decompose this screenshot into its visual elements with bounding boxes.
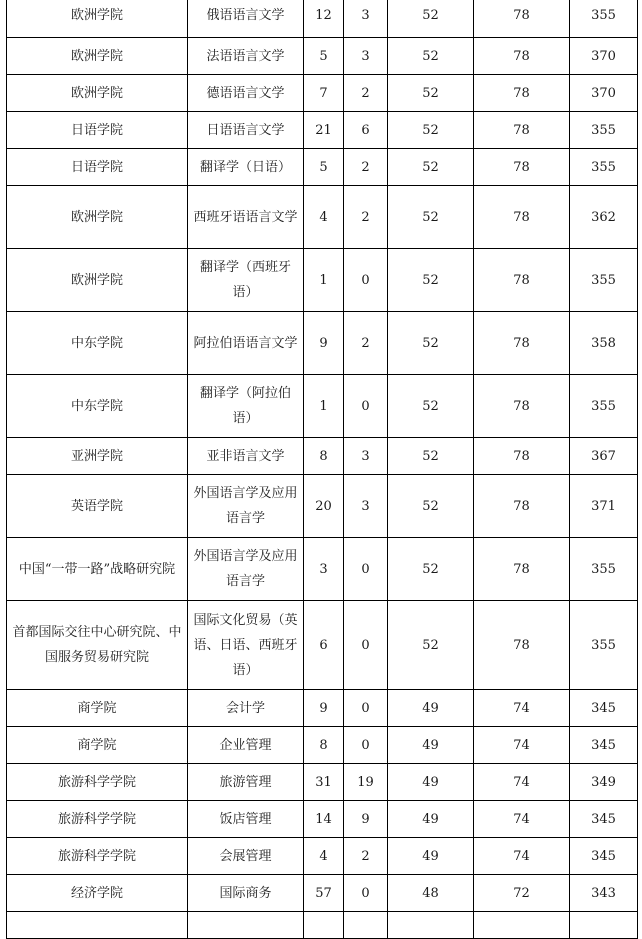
plan-count-cell: 21 — [304, 112, 344, 149]
total-score-cell: 371 — [570, 475, 638, 538]
table-row — [7, 149, 638, 186]
other-subject-score-cell: 74 — [474, 764, 570, 801]
total-score-cell: 367 — [570, 438, 638, 475]
major-cell: 德语语言文学 — [188, 75, 304, 112]
school-cell: 中东学院 — [7, 312, 188, 375]
table-row — [7, 838, 638, 875]
single-subject-score-cell: 48 — [388, 875, 474, 912]
exempt-count-cell: 3 — [344, 438, 388, 475]
major-cell: 旅游管理 — [188, 764, 304, 801]
single-subject-score-cell: 52 — [388, 438, 474, 475]
other-subject-score-cell: 74 — [474, 727, 570, 764]
single-subject-score-cell: 49 — [388, 764, 474, 801]
single-subject-score-cell: 49 — [388, 801, 474, 838]
single-subject-score-cell: 52 — [388, 75, 474, 112]
other-subject-score-cell: 78 — [474, 0, 570, 38]
school-cell: 旅游科学学院 — [7, 764, 188, 801]
table-row — [7, 249, 638, 312]
other-subject-score-cell: 78 — [474, 375, 570, 438]
other-subject-score-cell: 78 — [474, 75, 570, 112]
exempt-count-cell: 0 — [344, 690, 388, 727]
other-subject-score-cell: 78 — [474, 312, 570, 375]
table-row — [7, 438, 638, 475]
exempt-count-cell: 0 — [344, 375, 388, 438]
total-score-cell: 355 — [570, 375, 638, 438]
single-subject-score-cell: 52 — [388, 186, 474, 249]
table-row — [7, 186, 638, 249]
table-row — [7, 801, 638, 838]
school-cell: 日语学院 — [7, 112, 188, 149]
exempt-count-cell: 3 — [344, 38, 388, 75]
plan-count-cell: 1 — [304, 375, 344, 438]
total-score-cell: 355 — [570, 112, 638, 149]
major-cell: 企业管理 — [188, 727, 304, 764]
exempt-count-cell: 0 — [344, 538, 388, 601]
plan-count-cell: 57 — [304, 875, 344, 912]
total-score-cell: 349 — [570, 764, 638, 801]
single-subject-score-cell: 52 — [388, 375, 474, 438]
plan-count-cell: 1 — [304, 249, 344, 312]
school-cell: 欧洲学院 — [7, 38, 188, 75]
exempt-count-cell: 2 — [344, 75, 388, 112]
school-cell: 中国“一带一路”战略研究院 — [7, 538, 188, 601]
major-cell: 阿拉伯语语言文学 — [188, 312, 304, 375]
school-cell: 商学院 — [7, 690, 188, 727]
table-row — [7, 875, 638, 912]
exempt-count-cell: 2 — [344, 149, 388, 186]
other-subject-score-cell: 78 — [474, 601, 570, 690]
major-cell: 翻译学（阿拉伯语） — [188, 375, 304, 438]
school-cell: 欧洲学院 — [7, 0, 188, 38]
single-subject-score-cell: 49 — [388, 838, 474, 875]
major-cell: 翻译学（西班牙语） — [188, 249, 304, 312]
single-subject-score-cell: 52 — [388, 538, 474, 601]
major-cell: 外国语言学及应用语言学 — [188, 475, 304, 538]
single-subject-score-cell: 49 — [388, 690, 474, 727]
table-row — [7, 764, 638, 801]
total-score-cell: 345 — [570, 801, 638, 838]
plan-count-cell: 9 — [304, 690, 344, 727]
single-subject-score-cell: 52 — [388, 601, 474, 690]
total-score-cell: 345 — [570, 727, 638, 764]
table-row — [7, 690, 638, 727]
total-score-cell: 370 — [570, 38, 638, 75]
plan-count-cell: 31 — [304, 764, 344, 801]
total-score-cell: 355 — [570, 249, 638, 312]
major-cell: 国际文化贸易（英语、日语、西班牙语） — [188, 601, 304, 690]
other-subject-score-cell: 74 — [474, 801, 570, 838]
table-row — [7, 375, 638, 438]
total-score-cell: 355 — [570, 0, 638, 38]
other-subject-score-cell: 78 — [474, 186, 570, 249]
plan-count-cell: 3 — [304, 538, 344, 601]
major-cell: 法语语言文学 — [188, 38, 304, 75]
major-cell: 亚非语言文学 — [188, 438, 304, 475]
total-score-cell: 355 — [570, 149, 638, 186]
single-subject-score-cell: 52 — [388, 312, 474, 375]
school-cell: 商学院 — [7, 727, 188, 764]
major-cell: 翻译学（日语） — [188, 149, 304, 186]
school-cell: 首都国际交往中心研究院、中国服务贸易研究院 — [7, 601, 188, 690]
exempt-count-cell: 0 — [344, 727, 388, 764]
exempt-count-cell: 0 — [344, 875, 388, 912]
total-score-cell: 358 — [570, 312, 638, 375]
table-row — [7, 38, 638, 75]
school-cell: 欧洲学院 — [7, 249, 188, 312]
plan-count-cell: 12 — [304, 0, 344, 38]
school-cell: 旅游科学学院 — [7, 838, 188, 875]
school-cell: 中东学院 — [7, 375, 188, 438]
plan-count-cell: 5 — [304, 149, 344, 186]
total-score-cell: 355 — [570, 601, 638, 690]
school-cell: 经济学院 — [7, 875, 188, 912]
plan-count-cell: 6 — [304, 601, 344, 690]
table-row-partial — [7, 912, 638, 939]
total-score-cell: 345 — [570, 690, 638, 727]
plan-count-cell: 9 — [304, 312, 344, 375]
school-cell: 旅游科学学院 — [7, 801, 188, 838]
other-subject-score-cell: 78 — [474, 112, 570, 149]
exempt-count-cell: 0 — [344, 249, 388, 312]
total-score-cell: 362 — [570, 186, 638, 249]
plan-count-cell: 7 — [304, 75, 344, 112]
single-subject-score-cell: 52 — [388, 149, 474, 186]
school-cell: 亚洲学院 — [7, 438, 188, 475]
school-cell: 英语学院 — [7, 475, 188, 538]
other-subject-score-cell: 78 — [474, 538, 570, 601]
other-subject-score-cell: 78 — [474, 149, 570, 186]
major-cell: 外国语言学及应用语言学 — [188, 538, 304, 601]
exempt-count-cell: 19 — [344, 764, 388, 801]
single-subject-score-cell: 49 — [388, 727, 474, 764]
table-row — [7, 112, 638, 149]
single-subject-score-cell: 52 — [388, 0, 474, 38]
school-cell: 欧洲学院 — [7, 75, 188, 112]
major-cell: 饭店管理 — [188, 801, 304, 838]
exempt-count-cell: 0 — [344, 601, 388, 690]
total-score-cell: 355 — [570, 538, 638, 601]
plan-count-cell: 5 — [304, 38, 344, 75]
major-cell: 日语语言文学 — [188, 112, 304, 149]
plan-count-cell: 14 — [304, 801, 344, 838]
table-row — [7, 475, 638, 538]
plan-count-cell: 4 — [304, 186, 344, 249]
admission-score-table — [6, 0, 638, 939]
school-cell: 欧洲学院 — [7, 186, 188, 249]
exempt-count-cell: 3 — [344, 0, 388, 38]
plan-count-cell: 8 — [304, 727, 344, 764]
exempt-count-cell: 2 — [344, 312, 388, 375]
table-row — [7, 601, 638, 690]
other-subject-score-cell: 74 — [474, 838, 570, 875]
table-row — [7, 0, 638, 38]
other-subject-score-cell: 78 — [474, 438, 570, 475]
major-cell: 西班牙语语言文学 — [188, 186, 304, 249]
single-subject-score-cell: 52 — [388, 475, 474, 538]
exempt-count-cell: 2 — [344, 186, 388, 249]
major-cell: 会计学 — [188, 690, 304, 727]
exempt-count-cell: 6 — [344, 112, 388, 149]
school-cell: 日语学院 — [7, 149, 188, 186]
other-subject-score-cell: 78 — [474, 249, 570, 312]
single-subject-score-cell: 52 — [388, 249, 474, 312]
major-cell: 俄语语言文学 — [188, 0, 304, 38]
single-subject-score-cell: 52 — [388, 112, 474, 149]
table-row — [7, 538, 638, 601]
plan-count-cell: 4 — [304, 838, 344, 875]
table-row — [7, 312, 638, 375]
other-subject-score-cell: 78 — [474, 38, 570, 75]
exempt-count-cell: 9 — [344, 801, 388, 838]
major-cell: 会展管理 — [188, 838, 304, 875]
plan-count-cell: 20 — [304, 475, 344, 538]
other-subject-score-cell: 74 — [474, 690, 570, 727]
other-subject-score-cell: 72 — [474, 875, 570, 912]
exempt-count-cell: 3 — [344, 475, 388, 538]
total-score-cell: 345 — [570, 838, 638, 875]
exempt-count-cell: 2 — [344, 838, 388, 875]
total-score-cell: 343 — [570, 875, 638, 912]
table-row — [7, 75, 638, 112]
single-subject-score-cell: 52 — [388, 38, 474, 75]
total-score-cell: 370 — [570, 75, 638, 112]
major-cell: 国际商务 — [188, 875, 304, 912]
other-subject-score-cell: 78 — [474, 475, 570, 538]
table-row — [7, 727, 638, 764]
plan-count-cell: 8 — [304, 438, 344, 475]
